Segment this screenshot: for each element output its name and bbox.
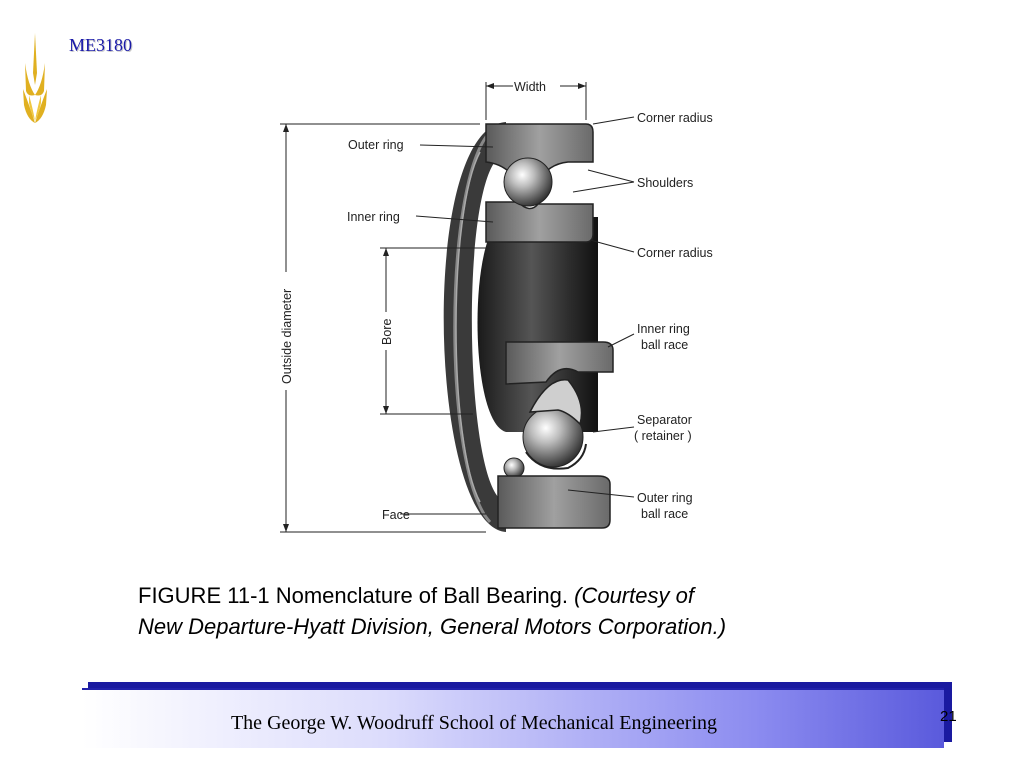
label-bore: Bore bbox=[380, 318, 394, 345]
caption-line-1 bbox=[138, 580, 958, 611]
footer-banner bbox=[82, 688, 944, 748]
label-shoulders: Shoulders bbox=[637, 176, 694, 190]
label-outer-ring-ball-race-1: Outer ring bbox=[637, 491, 693, 505]
label-separator-1: Separator bbox=[637, 413, 692, 427]
label-inner-ring: Inner ring bbox=[347, 210, 400, 224]
course-code: ME3180 bbox=[69, 35, 132, 55]
label-outer-ring: Outer ring bbox=[348, 138, 404, 152]
footer-text: The George W. Woodruff School of Mechanical Engineering bbox=[230, 712, 718, 734]
label-outer-ring-ball-race-2: ball race bbox=[641, 507, 689, 521]
label-separator-2: ( retainer ) bbox=[634, 429, 692, 443]
label-face: Face bbox=[382, 508, 410, 522]
label-outside-diameter: Outside diameter bbox=[280, 288, 294, 384]
ball-bearing-figure bbox=[268, 72, 738, 542]
label-corner-radius-bottom: Corner radius bbox=[637, 246, 713, 260]
caption-main: FIGURE 11-1 Nomenclature of Ball Bearing. bbox=[138, 583, 568, 608]
label-inner-ring-ball-race-2: ball race bbox=[641, 338, 689, 352]
figure-caption bbox=[138, 580, 958, 642]
school-logo-icon bbox=[22, 33, 48, 129]
caption-credit-end: New Departure-Hyatt Division, General Motors Corporation.) bbox=[138, 614, 727, 639]
page-number: 21 bbox=[940, 708, 957, 725]
label-inner-ring-ball-race-1: Inner ring bbox=[637, 322, 690, 336]
caption-credit-start: (Courtesy of bbox=[574, 583, 694, 608]
label-corner-radius-top: Corner radius bbox=[637, 111, 713, 125]
bearing-body bbox=[444, 122, 613, 532]
label-width: Width bbox=[514, 80, 546, 94]
